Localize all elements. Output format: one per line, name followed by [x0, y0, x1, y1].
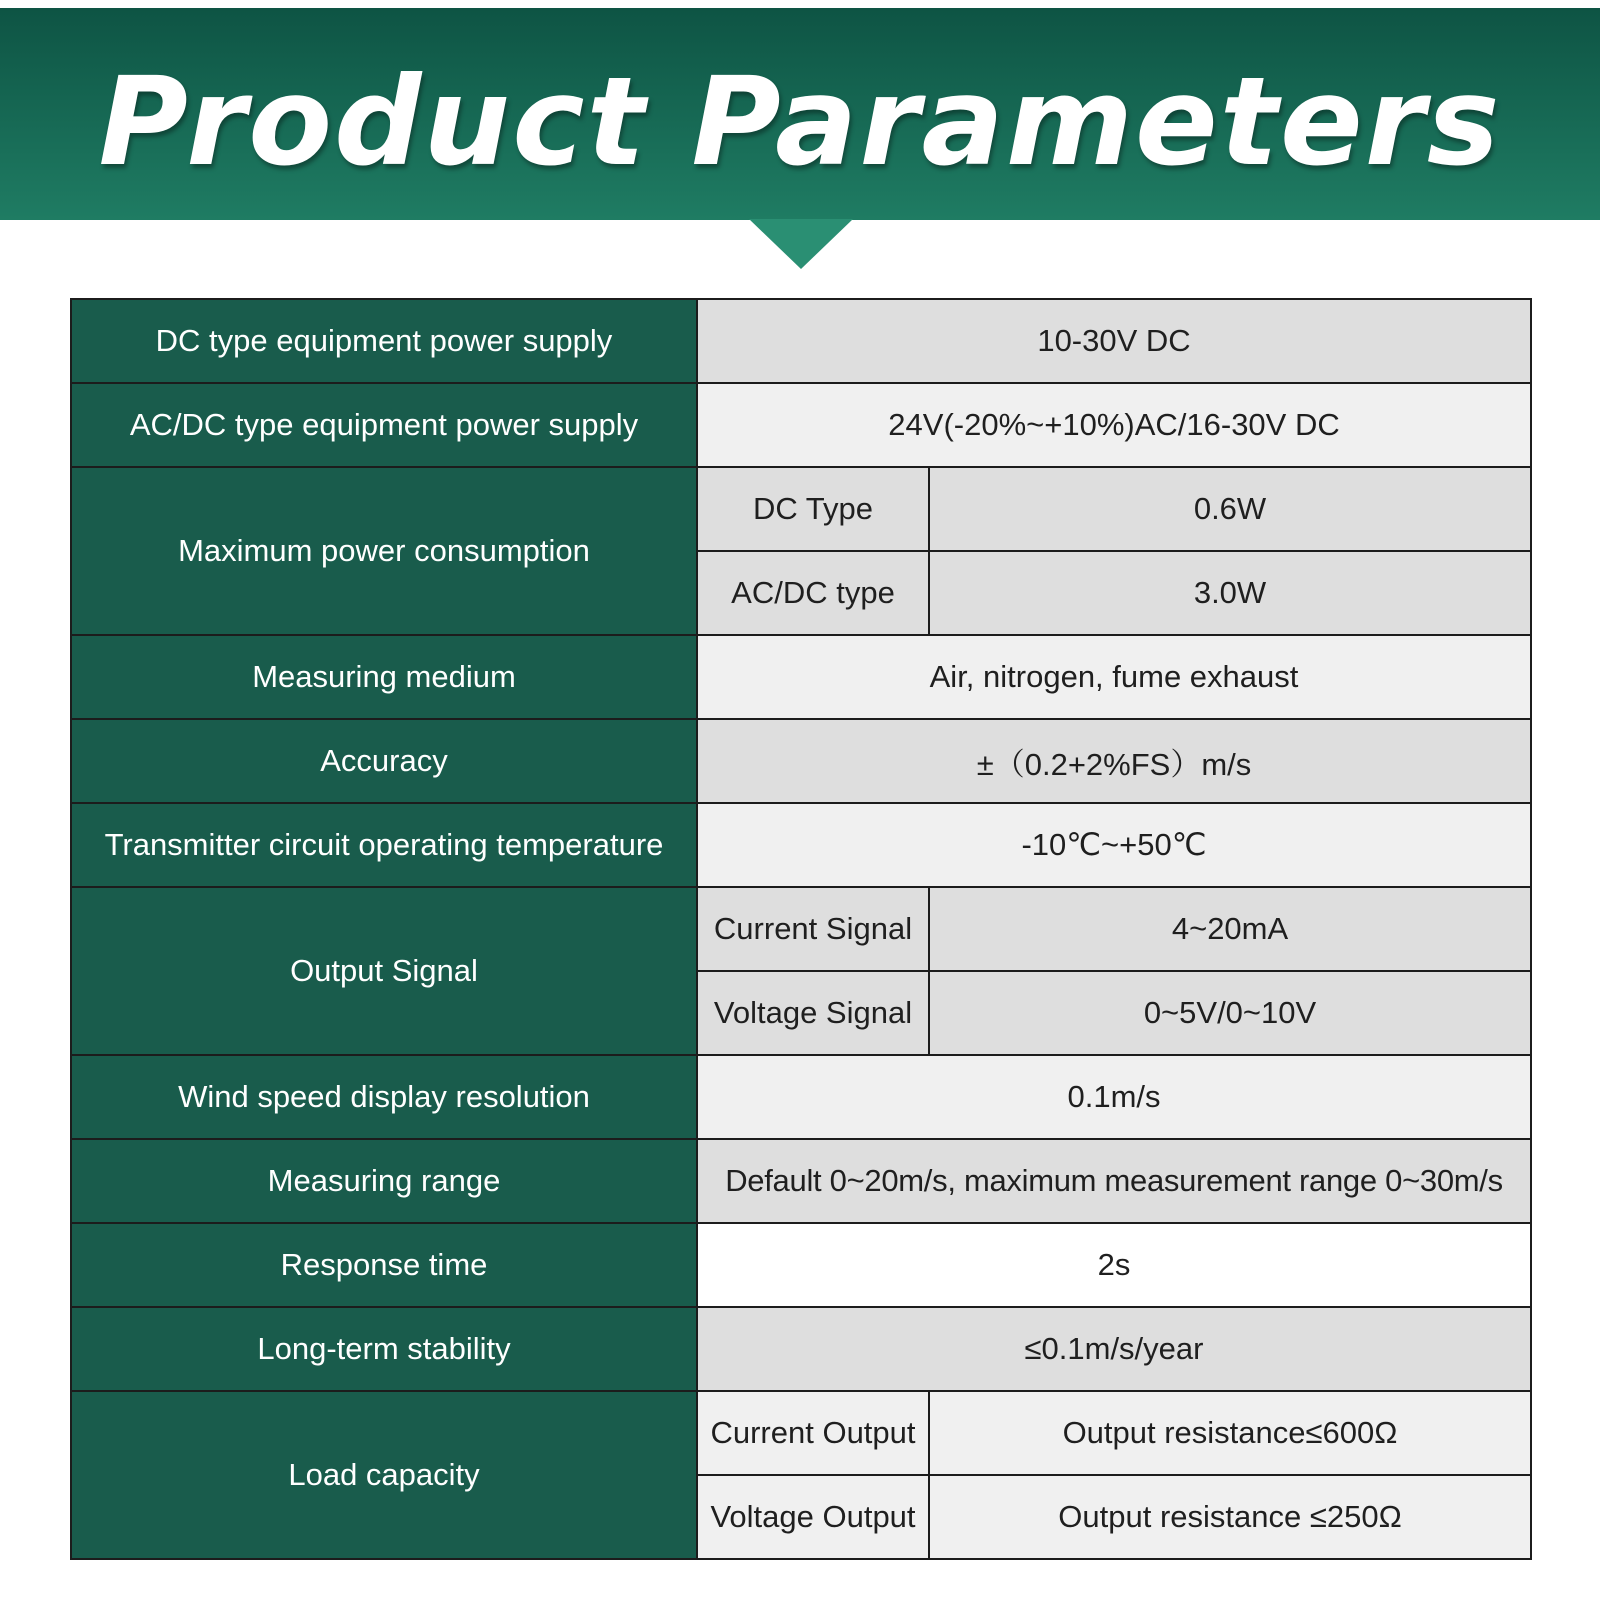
- table-row: [71, 299, 1531, 383]
- table-row: [71, 719, 1531, 803]
- table-row: [71, 1139, 1531, 1223]
- param-label: Measuring medium: [71, 635, 697, 719]
- table-row: [71, 1307, 1531, 1391]
- param-value: ≤0.1m/s/year: [697, 1307, 1531, 1391]
- page-title: Product Parameters: [98, 51, 1502, 193]
- param-label: Wind speed display resolution: [71, 1055, 697, 1139]
- title-banner: [0, 8, 1600, 220]
- param-label: Transmitter circuit operating temperature: [71, 803, 697, 887]
- param-label: Accuracy: [71, 719, 697, 803]
- table-row: [71, 803, 1531, 887]
- param-label: Maximum power consumption: [71, 467, 697, 635]
- param-sublabel: Current Signal: [697, 887, 929, 971]
- table-row: [71, 1055, 1531, 1139]
- param-label: DC type equipment power supply: [71, 299, 697, 383]
- param-label: Long-term stability: [71, 1307, 697, 1391]
- param-value: Output resistance≤600Ω: [929, 1391, 1531, 1475]
- param-value: Air, nitrogen, fume exhaust: [697, 635, 1531, 719]
- param-value: Output resistance ≤250Ω: [929, 1475, 1531, 1559]
- table-row: [71, 1391, 1531, 1475]
- param-sublabel: Voltage Output: [697, 1475, 929, 1559]
- parameters-table: [70, 298, 1532, 1560]
- param-value: 0~5V/0~10V: [929, 971, 1531, 1055]
- param-value: 0.6W: [929, 467, 1531, 551]
- table-row: [71, 887, 1531, 971]
- param-sublabel: AC/DC type: [697, 551, 929, 635]
- table-row: [71, 467, 1531, 551]
- param-value: 3.0W: [929, 551, 1531, 635]
- param-value: 10-30V DC: [697, 299, 1531, 383]
- param-value: Default 0~20m/s, maximum measurement range 0~30m/s: [697, 1139, 1531, 1223]
- param-label: AC/DC type equipment power supply: [71, 383, 697, 467]
- banner-pointer: [749, 219, 853, 269]
- param-sublabel: Voltage Signal: [697, 971, 929, 1055]
- table-row: [71, 635, 1531, 719]
- param-value: -10℃~+50℃: [697, 803, 1531, 887]
- table-row: [71, 383, 1531, 467]
- param-label: Load capacity: [71, 1391, 697, 1559]
- param-label: Output Signal: [71, 887, 697, 1055]
- table-row: [71, 1223, 1531, 1307]
- param-label: Measuring range: [71, 1139, 697, 1223]
- param-label: Response time: [71, 1223, 697, 1307]
- param-value: 24V(-20%~+10%)AC/16-30V DC: [697, 383, 1531, 467]
- param-value: 2s: [697, 1223, 1531, 1307]
- param-value: ±（0.2+2%FS）m/s: [697, 719, 1531, 803]
- param-sublabel: DC Type: [697, 467, 929, 551]
- param-value: 0.1m/s: [697, 1055, 1531, 1139]
- param-value: 4~20mA: [929, 887, 1531, 971]
- param-sublabel: Current Output: [697, 1391, 929, 1475]
